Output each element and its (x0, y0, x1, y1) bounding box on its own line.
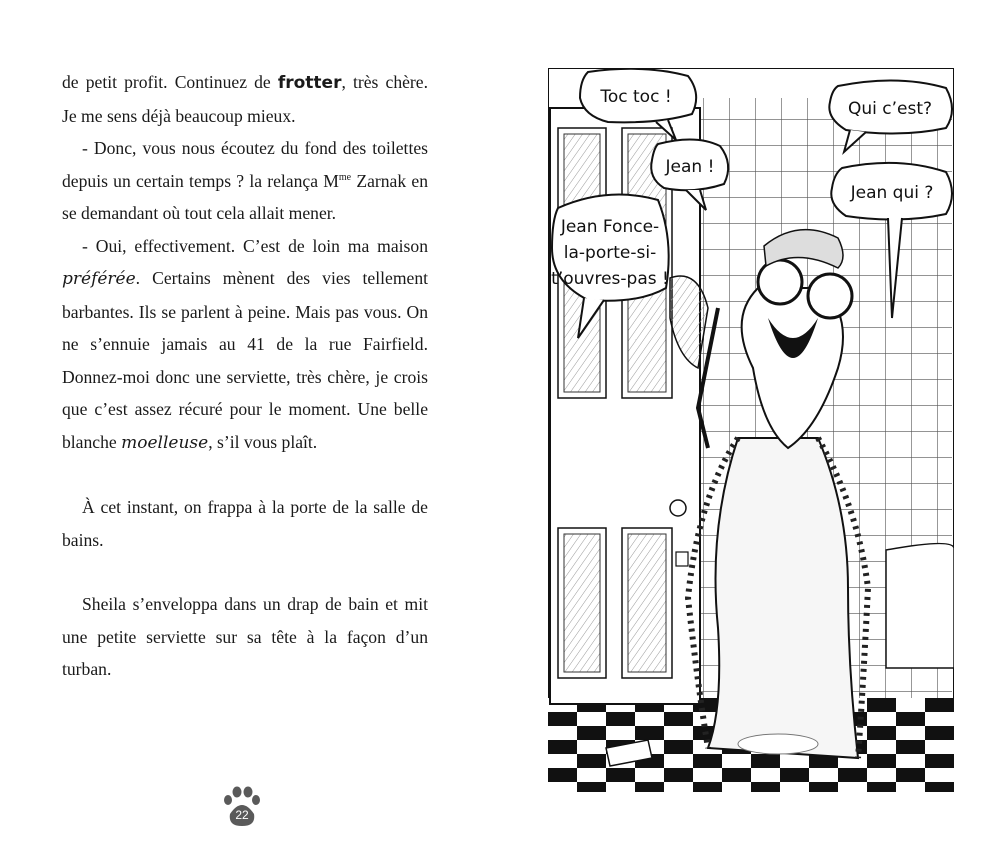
page-number: 22 (235, 808, 249, 822)
page-number-badge (222, 784, 262, 828)
bubble-text-qui-cest: Qui c’est? (847, 99, 933, 119)
bubble-text-jean-qui: Jean qui ? (850, 183, 934, 203)
glasses-lens-left (758, 260, 802, 304)
emphasis-word: moelleuse (121, 432, 209, 453)
emphasis-word: frotter (277, 73, 342, 93)
paragraph-5: Sheila s’enveloppa dans un drap de bain et mit une petite serviette sur sa tête à la façon d’un turban. (62, 594, 428, 679)
bath-mat (738, 734, 818, 754)
bubble-text-jean-force-line1: Jean Fonce- (560, 217, 660, 237)
emphasis-word: préférée (62, 269, 136, 289)
left-page-text (62, 66, 428, 686)
paragraph-3: - Oui, effectivement. C’est de loin ma maison préférée. Certains mènent des vies tellement barbantes. Ils se parlent à peine. Mais pas vous. On ne s’ennuie jamais au 41 de la rue Fairfield. Donnez-moi donc une serviette, très chère, je crois que c’est assez récuré pour le moment. Une belle blanche moelleuse, s’il vous plaît. (62, 235, 428, 453)
paragraph-4: À cet instant, on frappa à la porte de la salle de bains. (62, 497, 428, 550)
paragraph-1: de petit profit. Continuez de frotter, très chère. Je me sens déjà beaucoup mieux. (62, 72, 428, 126)
paragraph-2: - Donc, vous nous écoutez du fond des toilettes depuis un certain temps ? la relança $M^{me}$ Zarnak en se demandant où tout cela allait mener. (62, 138, 428, 223)
bubble-text-toc-toc: Toc toc ! (600, 87, 672, 107)
bubble-text-jean: Jean ! (665, 157, 715, 177)
illustration (548, 68, 954, 792)
bubble-text-jean-force-line3: t’ouvres-pas ! (551, 269, 669, 289)
bathtub (886, 543, 954, 668)
bubble-text-jean-force-line2: la-porte-si- (563, 243, 657, 263)
glasses-lens-right (808, 274, 852, 318)
